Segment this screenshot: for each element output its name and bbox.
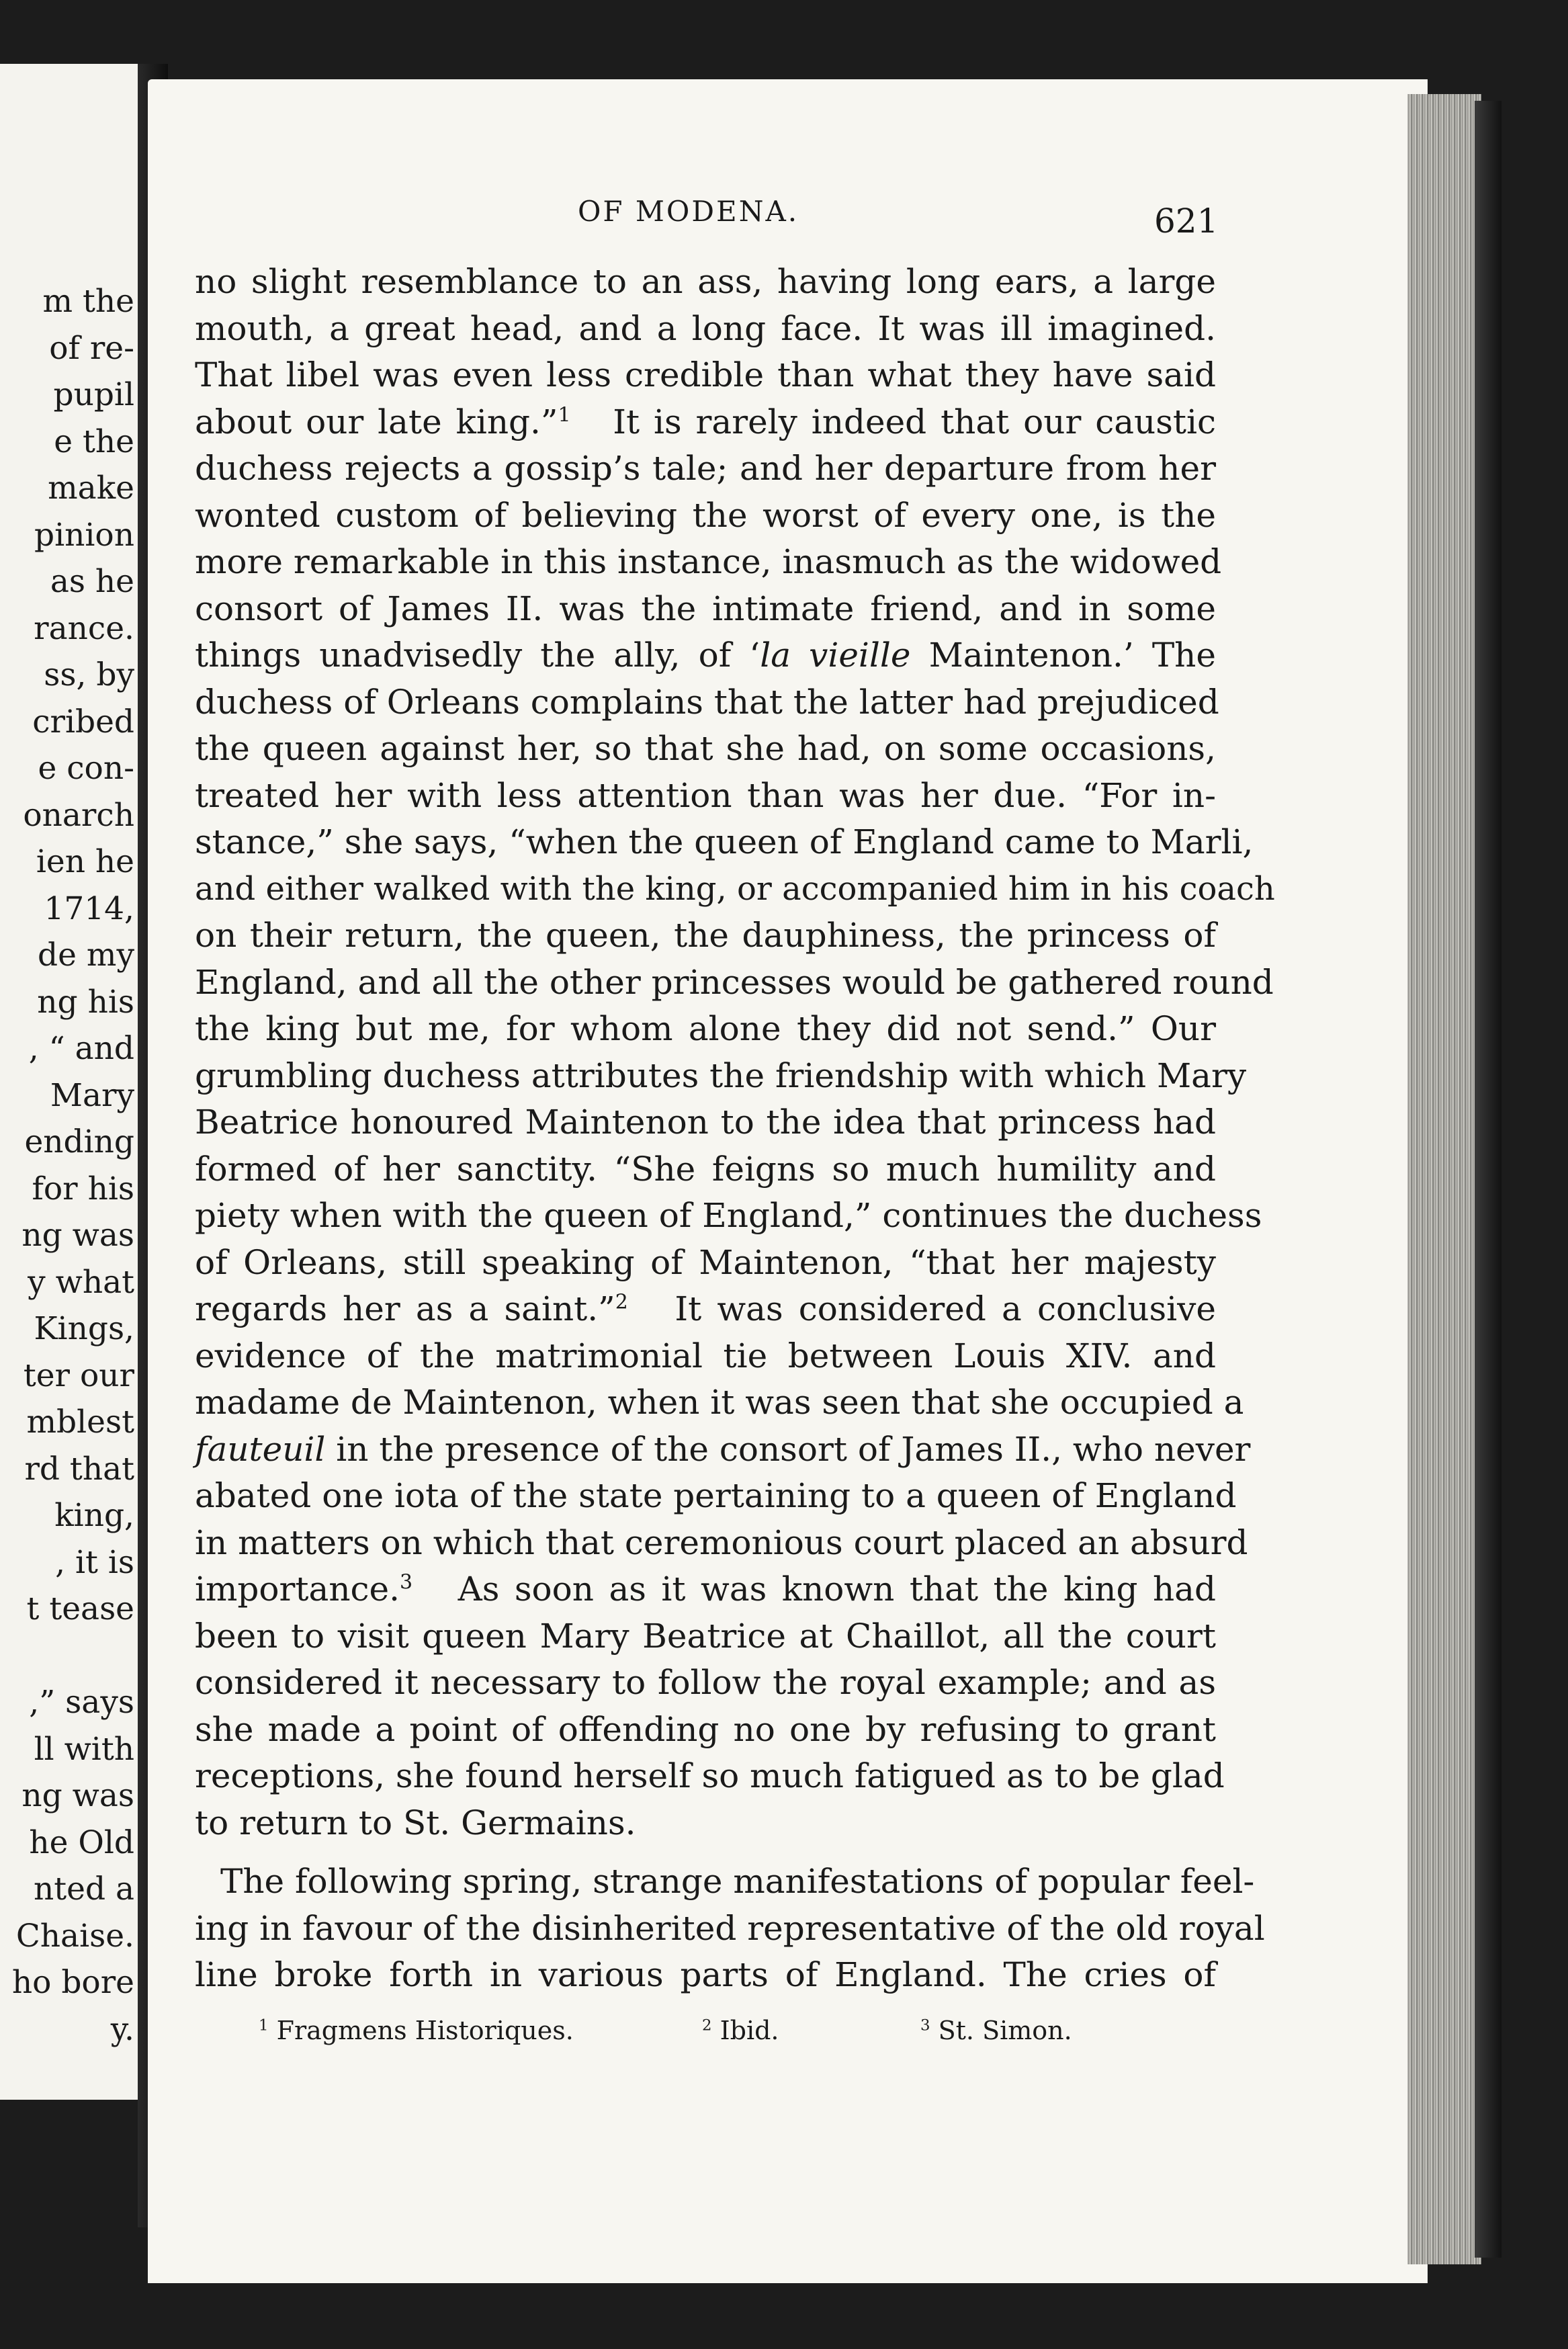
text-line: no slight resemblance to an ass, having long ears, a large: [195, 262, 1216, 301]
text-line: consort of James II. was the intimate friend, and in some: [195, 589, 1216, 628]
left-page-fragment: cribed: [32, 703, 134, 740]
text-line: That libel was even less credible than what they have said: [195, 355, 1216, 394]
text-line: and either walked with the king, or accompanied him in his coach: [195, 869, 1275, 908]
page-number: 621: [1154, 202, 1219, 241]
text-line: [195, 632, 1216, 679]
note-ref: 3: [400, 1570, 413, 1594]
text-line: wonted custom of believing the worst of every one, is the: [195, 495, 1216, 535]
text-run: It is rarely indeed that our caustic: [613, 402, 1216, 441]
left-page-fragment: nted a: [33, 1871, 134, 1908]
left-page-fragment: make: [48, 470, 134, 507]
text-line: been to visit queen Mary Beatrice at Chaillot, all the court: [195, 1616, 1216, 1656]
text-line: madame de Maintenon, when it was seen that she occupied a: [195, 1383, 1244, 1422]
left-page-fragment: ien he: [36, 843, 134, 880]
text-line: [195, 1286, 1216, 1333]
left-page-fragment: y what: [28, 1263, 134, 1301]
left-page-fragment: rd that: [24, 1450, 134, 1488]
text-line: of Orleans, still speaking of Maintenon, “that her majesty: [195, 1242, 1216, 1282]
text-run: As soon as it was known that the king had: [458, 1570, 1216, 1609]
text-line: The following spring, strange manifestations of popular feel-: [220, 1862, 1255, 1901]
left-page: [0, 64, 141, 2100]
text-run: It was considered a conclusive: [674, 1289, 1216, 1328]
text-line: the queen against her, so that she had, on some occasions,: [195, 729, 1216, 768]
footnote-2: $^2$ Ibid.: [702, 2016, 779, 2045]
left-page-fragment: ng his: [37, 983, 134, 1021]
text-line: stance,” she says, “when the queen of England came to Marli,: [195, 822, 1254, 861]
text-line: piety when with the queen of England,” continues the duchess: [195, 1196, 1262, 1235]
left-page-fragment: mblest: [26, 1404, 134, 1441]
text-run: in the presence of the consort of James II., who never: [336, 1429, 1251, 1469]
text-line: grumbling duchess attributes the friendship with which Mary: [195, 1056, 1247, 1095]
running-head: OF MODENA.: [578, 195, 799, 228]
left-page-fragment: de my: [38, 937, 134, 974]
text-line: on their return, the queen, the dauphiness, the princess of: [195, 916, 1216, 955]
text-line: she made a point of offending no one by refusing to grant: [195, 1709, 1216, 1749]
text-line: Beatrice honoured Maintenon to the idea that princess had: [195, 1103, 1216, 1142]
text-line: [195, 1426, 1251, 1474]
left-page-fragment: he Old: [29, 1824, 134, 1861]
text-line: England, and all the other princesses would be gathered round: [195, 962, 1274, 1002]
note-ref: 1: [558, 402, 571, 427]
left-page-fragment: ho bore: [11, 1964, 134, 2001]
left-page-fragment: Mary: [50, 1076, 134, 1114]
text-line: line broke forth in various parts of England. The cries of: [195, 1955, 1216, 1994]
left-page-fragment: Chaise.: [15, 1917, 134, 1955]
text-line: treated her with less attention than was her due. “For in-: [195, 775, 1216, 815]
text-line: evidence of the matrimonial tie between Louis XIV. and: [195, 1336, 1216, 1375]
left-page-fragment: e the: [54, 423, 134, 460]
left-page-fragment: ,” says: [29, 1684, 134, 1721]
left-page-fragment: pinion: [34, 516, 134, 554]
page-edges-shadow: [1475, 101, 1501, 2258]
footnote-1: $^1$ Fragmens Historiques.: [259, 2016, 574, 2045]
left-page-fragment: ng was: [21, 1777, 134, 1814]
text-line: considered it necessary to follow the royal example; and as: [195, 1663, 1216, 1702]
italic-phrase: fauteuil: [195, 1429, 326, 1469]
text-run: Maintenon.’ The: [928, 636, 1216, 675]
text-line: the king but me, for whom alone they did not send.” Our: [195, 1009, 1216, 1048]
left-page-fragment: king,: [54, 1497, 134, 1534]
page-edges: [1407, 94, 1481, 2264]
left-page-fragment: for his: [32, 1170, 134, 1207]
left-page-fragment: , “ and: [28, 1030, 134, 1067]
left-page-fragment: rance.: [34, 609, 134, 647]
left-page-fragment: 1714,: [44, 890, 134, 927]
left-page-fragment: onarch: [23, 796, 134, 834]
left-page-fragment: t tease: [26, 1590, 134, 1627]
footnote-3: $^3$ St. Simon.: [920, 2016, 1072, 2045]
text-line: duchess of Orleans complains that the latter had prejudiced: [195, 682, 1219, 722]
text-line: ing in favour of the disinherited representative of the old royal: [195, 1908, 1265, 1948]
left-page-fragment: y.: [110, 2010, 134, 2048]
left-page-fragment: m the: [42, 283, 134, 320]
text-run: things unadvisedly the ally, of ‘: [195, 636, 760, 675]
text-line: mouth, a great head, and a long face. It was ill imagined.: [195, 308, 1216, 348]
note-ref: 2: [615, 1290, 628, 1314]
paragraph-gap: [195, 1846, 1216, 1859]
text-line: formed of her sanctity. “She feigns so much humility and: [195, 1149, 1216, 1189]
left-page-fragment: as he: [50, 563, 134, 600]
text-line: in matters on which that ceremonious court placed an absurd: [195, 1523, 1248, 1562]
italic-phrase: la vieille: [760, 636, 911, 675]
left-page-fragment: Kings,: [34, 1310, 134, 1347]
text-line: abated one iota of the state pertaining to a queen of England: [195, 1476, 1237, 1515]
text-line: to return to St. Germains.: [195, 1803, 636, 1842]
text-line: receptions, she found herself so much fatigued as to be glad: [195, 1756, 1225, 1795]
left-page-fragment: ng was: [21, 1217, 134, 1254]
left-page-fragment: ss, by: [44, 656, 134, 693]
left-page-fragment: of re-: [49, 329, 134, 367]
text-line: [195, 1566, 1216, 1613]
text-run: importance.: [195, 1570, 400, 1609]
text-run: regards her as a saint.”: [195, 1289, 615, 1328]
text-run: about our late king.”: [195, 402, 558, 441]
left-page-fragment: ending: [24, 1123, 134, 1160]
left-page-fragment: ter our: [23, 1357, 134, 1394]
left-page-fragment: pupil: [53, 376, 134, 413]
body-text: [195, 259, 1275, 1999]
text-line: more remarkable in this instance, inasmuch as the widowed: [195, 542, 1222, 581]
text-line: [195, 399, 1216, 446]
left-page-fragment: , it is: [55, 1543, 134, 1581]
left-page-fragment: ll with: [34, 1730, 134, 1768]
text-line: duchess rejects a gossip’s tale; and her departure from her: [195, 449, 1216, 488]
left-page-fragment: e con-: [38, 750, 134, 787]
